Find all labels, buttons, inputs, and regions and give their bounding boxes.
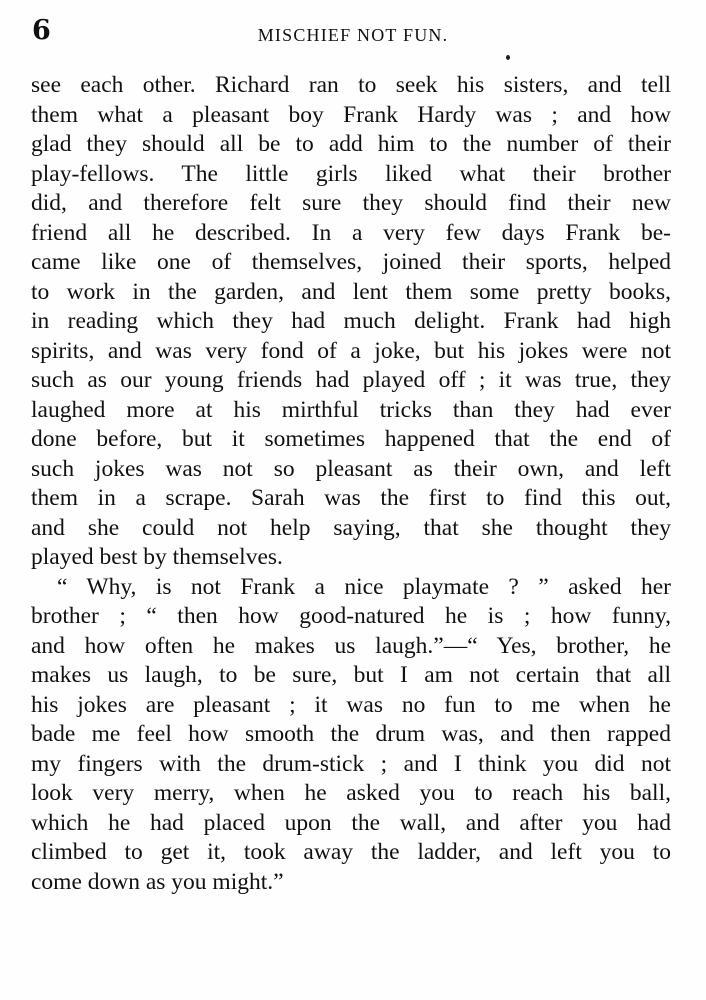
text-line: them what a pleasant boy Frank Hardy was ; and how bbox=[31, 101, 671, 128]
text-line: glad they should all be to add him to the number of their bbox=[31, 131, 671, 157]
text-line: “ Why, is not Frank a nice playmate ? ” asked her bbox=[57, 573, 671, 600]
text-line: play-fellows. The little girls liked what their brother bbox=[31, 160, 671, 187]
text-line: come down as you might.” bbox=[31, 868, 284, 895]
text-line: climbed to get it, took away the ladder, and left you to bbox=[31, 839, 671, 865]
running-title: MISCHIEF NOT FUN. bbox=[257, 25, 449, 45]
ink-speck bbox=[506, 55, 510, 60]
text-line: to work in the garden, and lent them some pretty books, bbox=[31, 278, 671, 305]
text-line: and she could not help saying, that she thought they bbox=[31, 514, 671, 541]
text-line: laughed more at his mirthful tricks than they had ever bbox=[31, 396, 671, 423]
text-line: such as our young friends had played off ; it was true, they bbox=[31, 367, 671, 393]
text-line: them in a scrape. Sarah was the first to find this out, bbox=[31, 485, 671, 511]
text-line: makes us laugh, to be sure, but I am not certain that all bbox=[31, 662, 671, 688]
text-line: and how often he makes us laugh.”—“ Yes, brother, he bbox=[31, 632, 671, 659]
text-line: see each other. Richard ran to seek his sisters, and tell bbox=[31, 72, 671, 98]
text-line: came like one of themselves, joined their sports, helped bbox=[31, 249, 671, 275]
text-line: my fingers with the drum-stick ; and I think you did not bbox=[31, 750, 671, 777]
text-line: done before, but it sometimes happened that the end of bbox=[31, 426, 671, 452]
text-line: friend all he described. In a very few days Frank be- bbox=[31, 219, 671, 246]
text-line: his jokes are pleasant ; it was no fun to me when he bbox=[31, 691, 671, 718]
text-line: look very merry, when he asked you to reach his ball, bbox=[31, 780, 671, 806]
text-line: such jokes was not so pleasant as their own, and left bbox=[31, 455, 671, 482]
text-line: in reading which they had much delight. Frank had high bbox=[31, 308, 671, 334]
text-line: played best by themselves. bbox=[31, 544, 283, 570]
text-line: did, and therefore felt sure they should find their new bbox=[31, 190, 671, 216]
body-text bbox=[31, 71, 671, 897]
text-line: bade me feel how smooth the drum was, and then rapped bbox=[31, 721, 671, 747]
page-number: 6 bbox=[32, 15, 51, 46]
text-line: which he had placed upon the wall, and after you had bbox=[31, 809, 671, 836]
text-line: spirits, and was very fond of a joke, but his jokes were not bbox=[31, 337, 671, 364]
text-line: brother ; “ then how good-natured he is ; how funny, bbox=[31, 603, 671, 629]
